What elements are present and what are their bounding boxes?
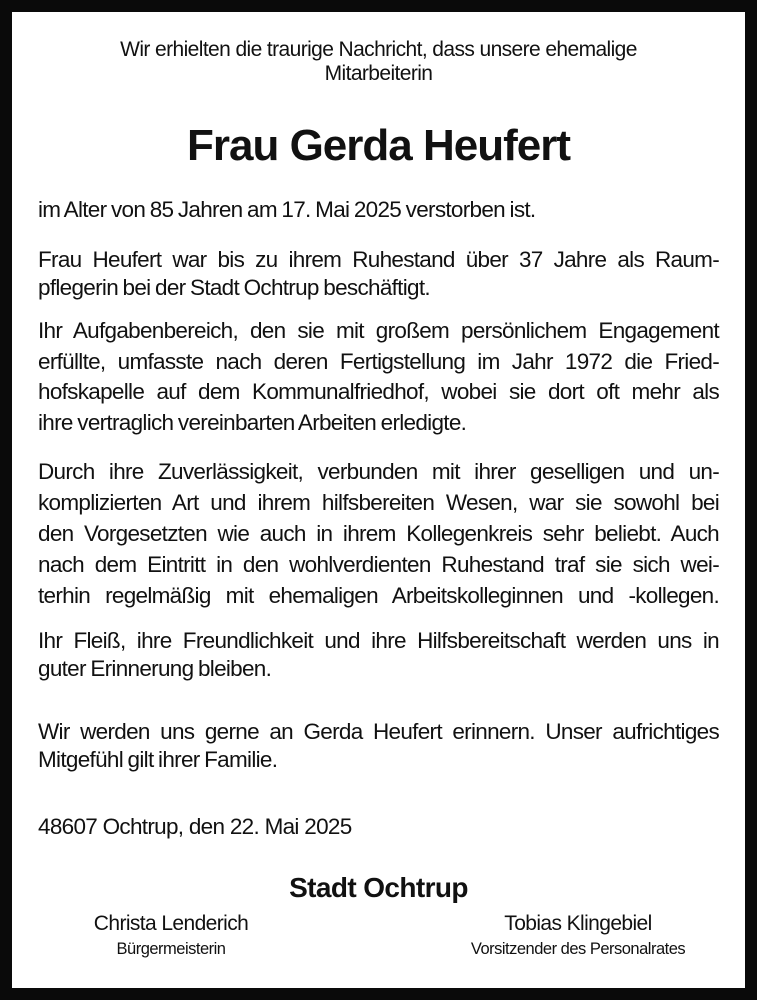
paragraph-line: Frau Heufert war bis zu ihrem Ruhestand über 37 Jahre als Raum-	[38, 247, 719, 272]
deceased-name: Frau Gerda Heufert	[187, 121, 570, 170]
paragraph-line: nach dem Eintritt in den wohlverdienten Ruhestand traf sie sich wei-	[38, 552, 719, 577]
paragraph-line: terhin regelmäßig mit ehemaligen Arbeitskolleginnen und -kollegen.	[38, 583, 719, 608]
signatory-role: Vorsitzender des Personalrates	[470, 940, 686, 958]
paragraph-line: Ihr Fleiß, ihre Freundlichkeit und ihre Hilfsbereitschaft werden uns in	[38, 628, 719, 653]
signatory-left	[41, 911, 301, 961]
paragraph-5	[38, 627, 719, 683]
signatory-name: Tobias Klingebiel	[504, 912, 652, 935]
paragraph-line: Durch ihre Zuverlässigkeit, verbunden mit ihrer geselligen und un-	[38, 459, 719, 484]
intro-line-2: Mitarbeiterin	[324, 62, 433, 85]
paragraph-line: Mitgefühl gilt ihrer Familie.	[38, 747, 278, 772]
signatory-role: Bürgermeisterin	[116, 940, 226, 958]
paragraph-6	[38, 718, 719, 774]
place-and-date: 48607 Ochtrup, den 22. Mai 2025	[38, 814, 352, 839]
paragraph-line: Wir werden uns gerne an Gerda Heufert erinnern. Unser aufrichtiges	[38, 719, 719, 744]
paragraph-1	[38, 195, 719, 224]
signatory-name: Christa Lenderich	[93, 912, 249, 935]
paragraph-3	[38, 316, 719, 438]
intro-line-1: Wir erhielten die traurige Nachricht, dass unsere ehemalige	[120, 38, 637, 61]
paragraph-line: guter Erinnerung bleiben.	[38, 656, 272, 681]
paragraph-line: ihre vertraglich vereinbarten Arbeiten erledigte.	[38, 409, 467, 435]
paragraph-line: im Alter von 85 Jahren am 17. Mai 2025 verstorben ist.	[38, 197, 536, 222]
paragraph-line: komplizierten Art und ihrem hilfsbereiten Wesen, war sie sowohl bei	[38, 490, 719, 515]
paragraph-line: erfüllte, umfasste nach deren Fertigstellung im Jahr 1972 die Fried-	[38, 348, 719, 374]
paragraph-line: Ihr Aufgabenbereich, den sie mit großem persönlichem Engagement	[38, 318, 719, 343]
paragraph-line: den Vorgesetzten wie auch in ihrem Kollegenkreis sehr beliebt. Auch	[38, 521, 719, 546]
organization-name: Stadt Ochtrup	[289, 872, 468, 903]
paragraph-4	[38, 456, 719, 611]
paragraph-2	[38, 246, 719, 302]
signatory-right	[428, 911, 728, 961]
paragraph-line: pflegerin bei der Stadt Ochtrup beschäftigt.	[38, 275, 430, 300]
paragraph-line: hofskapelle auf dem Kommunalfriedhof, wobei sie dort oft mehr als	[38, 379, 719, 404]
